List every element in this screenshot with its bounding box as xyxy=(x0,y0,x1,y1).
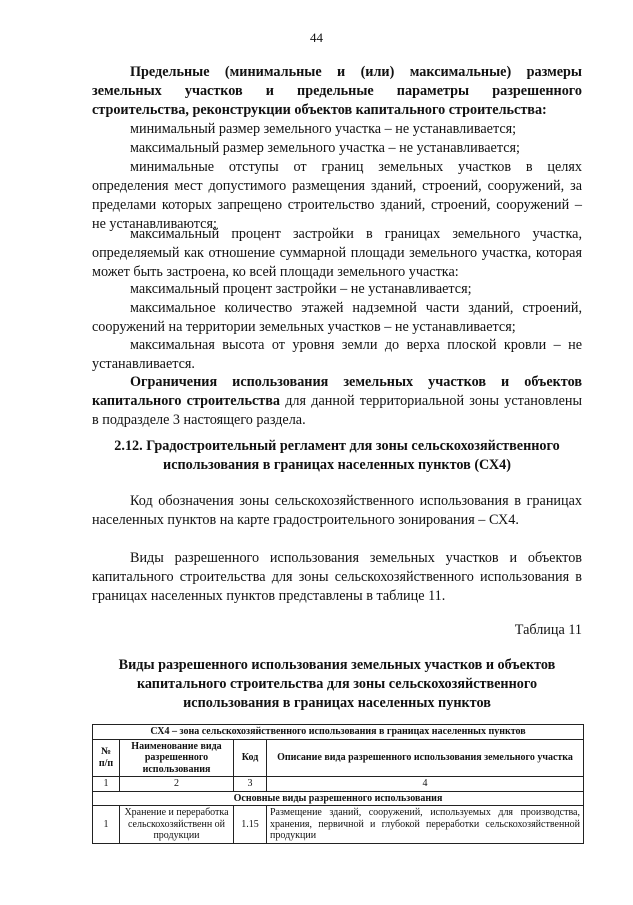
row-name: Хранение и переработка сельскохозяйственн ой продукции xyxy=(120,806,234,844)
colnum-cell: 4 xyxy=(267,777,584,792)
page-number: 44 xyxy=(310,30,323,45)
header-desc: Описание вида разрешенного использования земельного участка xyxy=(267,739,584,777)
table-label: Таблица 11 xyxy=(514,622,582,638)
section-heading-limits: Предельные (минимальные и (или) максимальные) размеры земельных участков и предельные параметры разрешенного строительства, реконструкции объектов капитального строительства: xyxy=(92,64,582,118)
table-title: Виды разрешенного использования земельных участков и объектов капитального строительства для зоны сельскохозяйственного использования в границах населенных пунктов xyxy=(118,657,556,711)
colnum-cell: 3 xyxy=(234,777,267,792)
paragraph-restrictions xyxy=(92,373,582,430)
row-code: 1.15 xyxy=(234,806,267,844)
row-desc: Размещение зданий, сооружений, используемых для производства, хранения, первичной и глубокой переработки сельскохозяйственной продукции xyxy=(267,806,584,844)
colnum-cell: 1 xyxy=(93,777,120,792)
paragraph-floors: максимальное количество этажей надземной части зданий, строений, сооружений на территории земельных участков – не устанавливается; xyxy=(92,300,582,335)
header-code: Код xyxy=(234,739,267,777)
paragraph-zone-code: Код обозначения зоны сельскохозяйственного использования в границах населенных пунктов на карте градостроительного зонирования – СХ4. xyxy=(92,493,582,528)
paragraph-min-size: минимальный размер земельного участка – не устанавливается; xyxy=(130,121,517,137)
restrictions-bold: Ограничения использования земельных участков и объектов капитального строительства xyxy=(92,374,582,409)
paragraph-setbacks: минимальные отступы от границ земельных участков в целях определения мест допустимого размещения зданий, строений, сооружений, за пределами которых запрещено строительство зданий, строений, сооружений – не устанавливаются; xyxy=(92,159,582,232)
paragraph-zone-uses: Виды разрешенного использования земельных участков и объектов капитального строительства для зоны сельскохозяйственного использования в границах населенных пунктов представлены в таблице 11. xyxy=(92,550,582,604)
paragraph-coverage-def: максимальный процент застройки в границах земельного участка, определяемый как отношение суммарной площади земельного участка, которая может быть застроена, ко всей площади земельного участка: xyxy=(92,226,582,280)
table-row xyxy=(93,806,584,844)
paragraph-height: максимальная высота от уровня земли до верха плоской кровли – не устанавливается. xyxy=(92,337,582,372)
header-num: № п/п xyxy=(93,739,120,777)
paragraph-coverage: максимальный процент застройки – не устанавливается; xyxy=(130,281,472,297)
header-name: Наименование вида разрешенного использования xyxy=(120,739,234,777)
section-cell: Основные виды разрешенного использования xyxy=(93,791,584,806)
paragraph-max-size: максимальный размер земельного участка – не устанавливается; xyxy=(130,140,520,156)
section-heading-2-12: 2.12. Градостроительный регламент для зоны сельскохозяйственного использования в границах населенных пунктов (СХ4) xyxy=(114,438,560,473)
table-header-row xyxy=(93,739,584,777)
colnum-cell: 2 xyxy=(120,777,234,792)
table-zone-row xyxy=(93,725,584,740)
restrictions-rest: для данной территориальной зоны установлены в подразделе 3 настоящего раздела. xyxy=(92,393,582,428)
zone-title-cell: СХ4 – зона сельскохозяйственного использования в границах населенных пунктов xyxy=(93,725,584,740)
table-section-row xyxy=(93,791,584,806)
table-colnum-row xyxy=(93,777,584,792)
zones-table xyxy=(92,724,584,844)
row-num: 1 xyxy=(93,806,120,844)
